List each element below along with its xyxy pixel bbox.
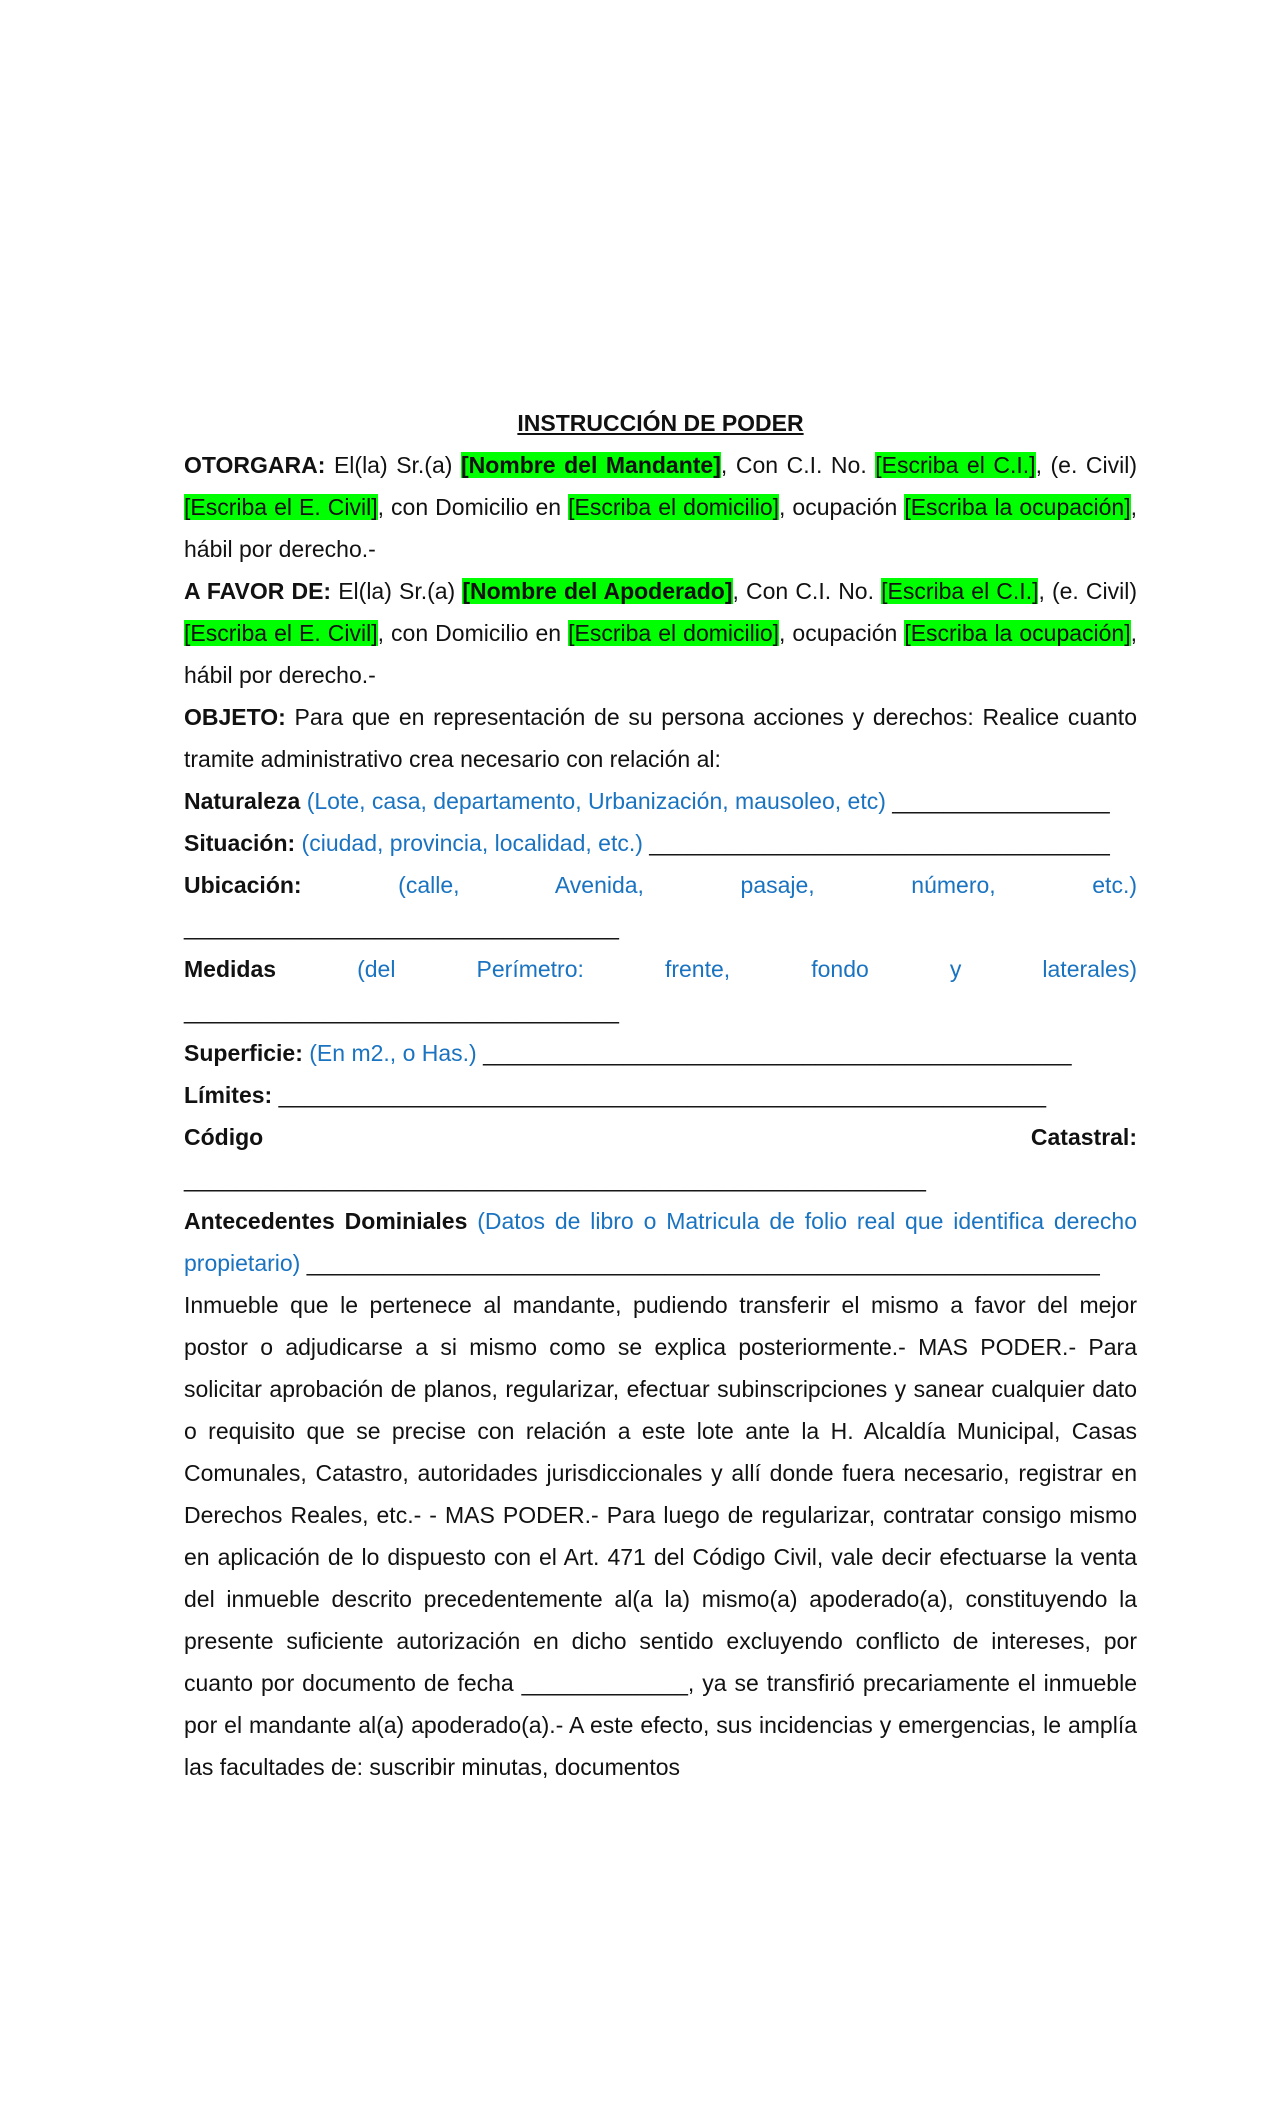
ubicacion-line [184,864,1137,948]
naturaleza-blank[interactable]: _________________ [885,788,1110,814]
superficie-blank[interactable]: ______________________________________________ [476,1040,1072,1066]
favor-label: A FAVOR DE: [184,578,332,604]
limites-line [184,1074,1137,1116]
antecedentes-hint: (Datos de libro o Matricula de folio real que identifica derecho propietario) [184,1208,1138,1276]
codigo-row [184,1116,1137,1158]
favor-text-2: , Con C.I. No. [732,578,882,604]
mandante-name-field[interactable]: [Nombre del Mandante] [460,452,721,478]
superficie-line [184,1032,1137,1074]
ubicacion-label: Ubicación: [184,872,302,898]
limites-label: Límites: [184,1082,273,1108]
apoderado-domicilio-field[interactable]: [Escriba el domicilio] [568,620,780,646]
naturaleza-label: Naturaleza [184,788,301,814]
limites-blank[interactable]: ____________________________________________________________ [272,1082,1047,1108]
naturaleza-line [184,780,1137,822]
otorgara-text-6: , hábil por derecho.- [184,494,1138,562]
superficie-hint: (En m2., o Has.) [302,1040,477,1066]
superficie-label: Superficie: [184,1040,303,1066]
situacion-label: Situación: [184,830,296,856]
medidas-blank[interactable]: __________________________________ [184,998,619,1024]
ubicacion-hint: (calle, Avenida, pasaje, número, etc.) [398,872,1137,898]
favor-text-1: El(la) Sr.(a) [331,578,463,604]
codigo-label-right: Catastral: [1030,1124,1137,1150]
objeto-label: OBJETO: [184,704,286,730]
objeto-paragraph [184,696,1137,780]
situacion-blank[interactable]: ____________________________________ [642,830,1110,856]
antecedentes-blank[interactable]: ______________________________________________________________ [300,1250,1100,1276]
ubicacion-row [184,864,1137,906]
favor-text-4: , con Domicilio en [377,620,569,646]
codigo-label-left: Código [184,1124,264,1150]
favor-text-6: , hábil por derecho.- [184,620,1138,688]
antecedentes-label: Antecedentes Dominiales [184,1208,468,1234]
ubicacion-blank[interactable]: __________________________________ [184,914,619,940]
situacion-line [184,822,1137,864]
medidas-label: Medidas [184,956,277,982]
otorgara-paragraph [184,444,1137,570]
favor-text-3: , (e. Civil) [1038,578,1138,604]
apoderado-ci-field[interactable]: [Escriba el C.I.] [881,578,1039,604]
situacion-hint: (ciudad, provincia, localidad, etc.) [295,830,643,856]
mandante-civil-field[interactable]: [Escriba el E. Civil] [184,494,378,520]
favor-text-5: , ocupación [779,620,905,646]
otorgara-text-3: , (e. Civil) [1035,452,1138,478]
otorgara-label: OTORGARA: [184,452,326,478]
mandante-ocupacion-field[interactable]: [Escriba la ocupación] [904,494,1131,520]
otorgara-text-1: El(la) Sr.(a) [325,452,461,478]
body-paragraph: Inmueble que le pertenece al mandante, pudiendo transferir el mismo a favor del mejor postor o adjudicarse a si mismo como se explica posteriormente.- MAS PODER.- Para solicitar aprobación de planos, regularizar, efectuar subinscripciones y sanear cualquier dato o requisito que se precise con relación a este lote ante la H. Alcaldía Municipal, Casas Comunales, Catastro, autoridades jurisdiccionales y allí donde fuera necesario, registrar en Derechos Reales, etc.- - MAS PODER.- Para luego de regularizar, contratar consigo mismo en aplicación de lo dispuesto con el Art. 471 del Código Civil, vale decir efectuarse la venta del inmueble descrito precedentemente al(a la) mismo(a) apoderado(a), constituyendo la presente suficiente autorización en dicho sentido excluyendo conflicto de intereses, por cuanto por documento de fecha _____________, ya se transfirió precariamente el inmueble por el mandante al(a) apoderado(a).- A este efecto, sus incidencias y emergencias, le amplía las facultades de: suscribir minutas, documentos [184,1292,1137,1780]
document-title: INSTRUCCIÓN DE PODER [517,410,804,436]
codigo-blank[interactable]: __________________________________________________________ [184,1166,926,1192]
codigo-line [184,1116,1137,1200]
otorgara-text-2: , Con C.I. No. [720,452,876,478]
apoderado-civil-field[interactable]: [Escriba el E. Civil] [184,620,378,646]
objeto-text: Para que en representación de su persona acciones y derechos: Realice cuanto tramite administrativo crea necesario con relación al: [184,704,1137,772]
favor-paragraph [184,570,1137,696]
naturaleza-hint: (Lote, casa, departamento, Urbanización, mausoleo, etc) [300,788,886,814]
otorgara-text-4: , con Domicilio en [377,494,569,520]
medidas-row [184,948,1137,990]
medidas-hint: (del Perímetro: frente, fondo y laterales) [357,956,1138,982]
mandante-ci-field[interactable]: [Escriba el C.I.] [875,452,1036,478]
antecedentes-paragraph [184,1200,1137,1284]
medidas-line [184,948,1137,1032]
otorgara-text-5: , ocupación [779,494,905,520]
mandante-domicilio-field[interactable]: [Escriba el domicilio] [568,494,780,520]
apoderado-ocupacion-field[interactable]: [Escriba la ocupación] [904,620,1131,646]
apoderado-name-field[interactable]: [Nombre del Apoderado] [462,578,733,604]
